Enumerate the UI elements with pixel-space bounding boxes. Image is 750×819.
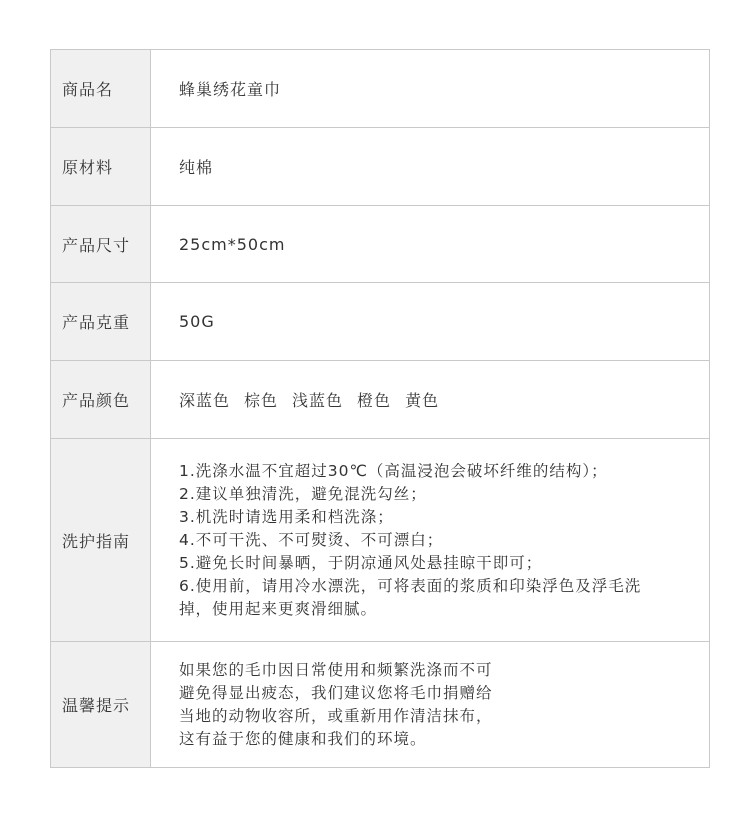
row-product-name [51,50,709,128]
tip-line: 如果您的毛巾因日常使用和频繁洗涤而不可 [179,660,493,679]
label-colors: 产品颜色 [51,361,151,438]
label-product-name: 商品名 [51,50,151,127]
row-tips [51,642,709,767]
care-line: 2.建议单独清洗，避免混洗勾丝； [179,484,427,503]
value-product-name: 蜂巢绣花童巾 [179,80,282,99]
label-care-guide: 洗护指南 [51,439,151,641]
care-line: 4.不可干洗、不可熨烫、不可漂白； [179,530,444,549]
row-care-guide [51,439,709,642]
color-option: 橙色 [357,391,392,410]
value-size: 25cm*50cm [179,234,286,254]
row-colors [51,361,709,439]
row-weight [51,283,709,361]
row-material [51,128,709,206]
color-option: 棕色 [244,391,279,410]
tip-line: 这有益于您的健康和我们的环境。 [179,729,427,748]
color-option: 深蓝色 [179,391,231,410]
color-option: 黄色 [405,391,440,410]
label-tips: 温馨提示 [51,642,151,767]
label-weight: 产品克重 [51,283,151,360]
value-tips [151,642,709,767]
value-care-guide [151,439,709,641]
label-size: 产品尺寸 [51,206,151,282]
care-line: 1.洗涤水温不宜超过30℃（高温浸泡会破坏纤维的结构）； [179,461,608,480]
care-line: 5.避免长时间暴晒，于阴凉通风处悬挂晾干即可； [179,553,543,572]
value-colors [151,361,709,438]
row-size [51,206,709,283]
color-option: 浅蓝色 [292,391,344,410]
care-line: 掉，使用起来更爽滑细腻。 [179,599,378,618]
care-line: 6.使用前，请用冷水漂洗，可将表面的浆质和印染浮色及浮毛洗 [179,576,642,595]
value-weight: 50G [179,312,215,331]
tip-line: 当地的动物收容所，或重新用作清洁抹布， [179,706,493,725]
value-material: 纯棉 [179,158,214,177]
product-spec-table [50,49,710,768]
care-line: 3.机洗时请选用柔和档洗涤； [179,507,394,526]
label-material: 原材料 [51,128,151,205]
tip-line: 避免得显出疲态，我们建议您将毛巾捐赠给 [179,683,493,702]
